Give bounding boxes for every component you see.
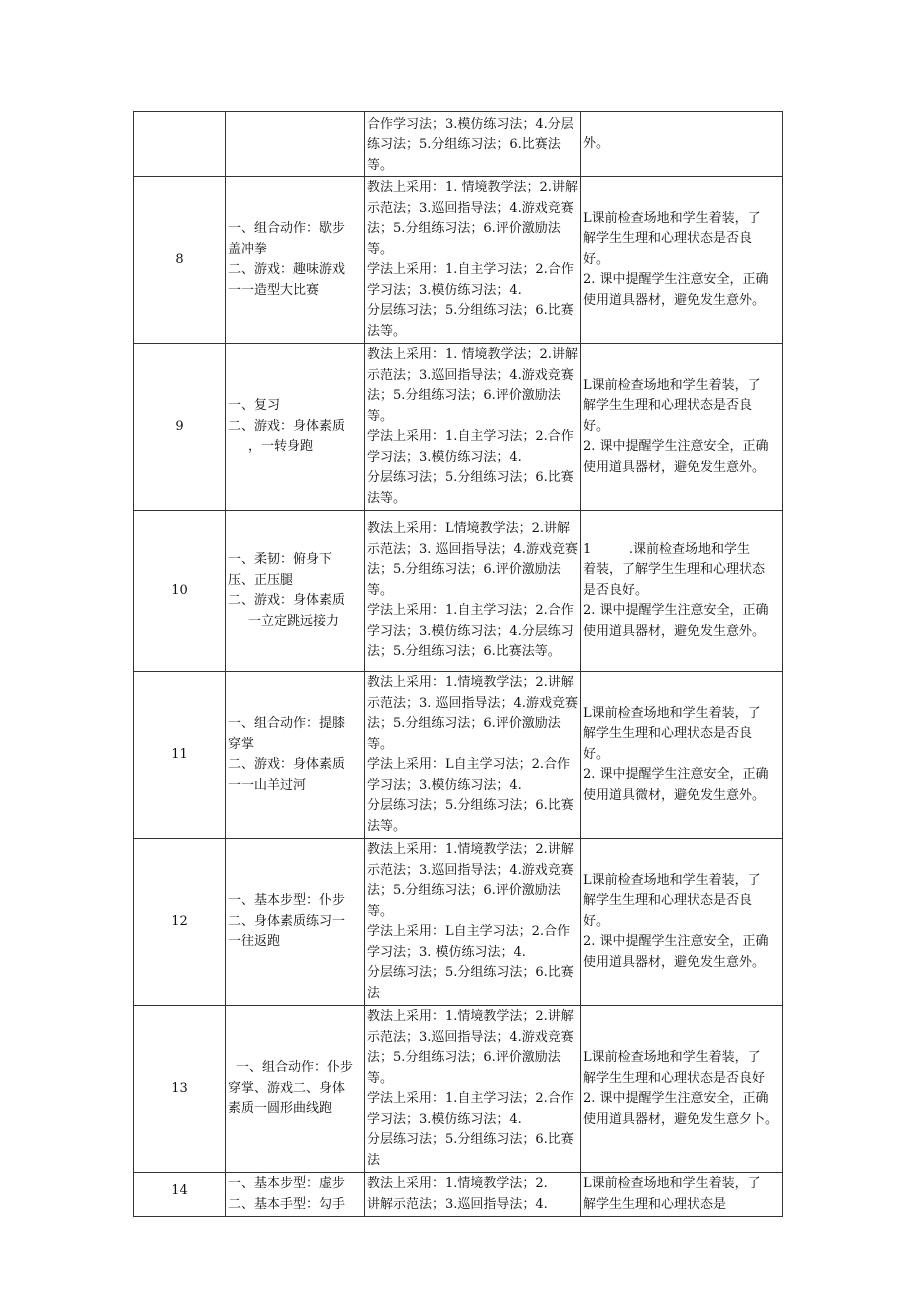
- content-line: 二、游戏：身体素质: [228, 757, 346, 772]
- lesson-number: 11: [134, 672, 226, 839]
- safety-note-cell: [581, 511, 783, 672]
- method-line: 教法上采用：1.情境教学法；2.讲解: [367, 675, 574, 690]
- table-row: [134, 672, 783, 839]
- method-line: 法；5.分组练习法；6.比赛法等。: [367, 644, 561, 660]
- method-line: 教法上采用：1. 情境教学法；2.讲解: [367, 347, 578, 362]
- safety-note-cell: [581, 839, 783, 1006]
- teaching-method-cell: [365, 344, 581, 511]
- safety-line: 使用道具器材，避免发生意外。: [583, 459, 766, 475]
- safety-note-cell: [581, 344, 783, 511]
- content-line: 二、游戏：身体素质: [228, 418, 346, 434]
- safety-line: 2. 课中提醒学生注意安全，正确: [583, 1091, 769, 1106]
- safety-note-cell: [581, 672, 783, 839]
- content-line: 穿掌: [228, 736, 255, 752]
- content-line: 素质一圆形曲线跑: [228, 1101, 333, 1117]
- teaching-method-cell: [365, 839, 581, 1006]
- lesson-content-cell: [226, 672, 365, 839]
- safety-note-cell: [581, 1173, 783, 1217]
- method-line: 教法上采用：1.情境教学法；2.讲解: [367, 1009, 574, 1024]
- teaching-method-cell: [365, 672, 581, 839]
- safety-line: 好。: [583, 913, 610, 929]
- content-line: ，一转身跑: [248, 439, 314, 455]
- safety-line: 2. 课中提醒学生注意安全，正确: [583, 934, 769, 950]
- method-line: 学法上采用：1.自主学习法；2.合作: [367, 1091, 574, 1106]
- method-line: 分层练习法；5.分组练习法；6.比赛: [367, 965, 574, 980]
- method-line: 学习法；3. 模仿练习法；4.: [367, 944, 526, 960]
- safety-line: 解学生生理和心理状态是否良: [583, 231, 753, 247]
- lesson-number-cell: [134, 112, 226, 177]
- safety-line: 好。: [583, 418, 610, 434]
- method-line: 练习法；5.分组练习法；6.比赛法等。: [367, 137, 561, 173]
- content-line: 二、基本手型：勾手: [228, 1196, 346, 1212]
- method-line: 法等。: [367, 323, 407, 339]
- method-line: 学法上采用：L自主学习法；2.合作: [367, 924, 571, 939]
- lesson-content-cell: [226, 839, 365, 1006]
- method-line: 分层练习法；5.分组练习法；6.比赛: [367, 303, 574, 318]
- table-row: [134, 177, 783, 344]
- method-line: 示范法；3. 巡回指导法；4.游戏竞赛: [367, 695, 578, 711]
- safety-line: 着装，了解学生生理和心理状态: [583, 562, 766, 578]
- lesson-content-cell: [226, 112, 365, 177]
- content-line: 一、基本步型：虚步: [228, 1176, 346, 1191]
- content-line: 二、游戏：趣味游戏: [228, 262, 346, 277]
- safety-first-line: [583, 540, 780, 561]
- lesson-content-cell: [226, 344, 365, 511]
- safety-line: 好。: [583, 251, 610, 267]
- content-line: 一一造型大比赛: [228, 282, 320, 298]
- table-row: [134, 344, 783, 511]
- method-line: 法；5.分组练习法；6.评价激励法等。: [367, 388, 561, 424]
- table-row: [134, 511, 783, 672]
- safety-line: 使用道具微材，避免发生意外。: [583, 787, 766, 803]
- safety-text: .课前检查场地和学生: [628, 541, 750, 557]
- safety-line: 2. 课中提醒学生注意安全，正确: [583, 439, 769, 455]
- safety-line: L课前检查场地和学生着装，了: [583, 210, 761, 226]
- safety-line: 解学生生理和心理状态是否良: [583, 893, 753, 909]
- method-line: 教法上采用：L情境教学法；2.讲解: [367, 521, 571, 537]
- method-line: 示范法；3.巡回指导法；4.游戏竞赛: [367, 367, 574, 383]
- safety-line: L课前检查场地和学生着装，了: [583, 705, 761, 721]
- safety-line: 2. 课中提醒学生注意安全，正确: [583, 272, 769, 288]
- lesson-number: 9: [134, 344, 226, 511]
- method-line: 学习法；3.模仿练习法；4.: [367, 777, 522, 793]
- teaching-method-cell: [365, 1173, 581, 1217]
- safety-note-cell: [581, 1006, 783, 1173]
- method-line: 分层练习法；5.分组练习法；6.比赛: [367, 798, 574, 813]
- table-row: [134, 1173, 783, 1217]
- table-row: [134, 839, 783, 1006]
- safety-note-cell: [581, 112, 783, 177]
- safety-line: 解学生生理和心理状态是否良好: [583, 1070, 766, 1086]
- method-line: 法等。: [367, 490, 407, 506]
- safety-line: 解学生生理和心理状态是否良: [583, 726, 753, 742]
- method-line: 分层练习法；5.分组练习法；6.比赛: [367, 470, 574, 485]
- teaching-method-cell: [365, 511, 581, 672]
- safety-line: 2. 课中提醒学生注意安全，正确: [583, 767, 769, 783]
- content-line: 一立定跳远接力: [248, 613, 340, 629]
- safety-line: 使用道具器材，避免发生意外。: [583, 954, 766, 970]
- content-line: 一、组合动作：提膝: [228, 716, 346, 731]
- safety-line: L课前检查场地和学生着装，了: [583, 1176, 761, 1191]
- lesson-plan-table: [133, 111, 783, 1217]
- safety-line: 解学生生理和心理状态是: [583, 1196, 727, 1212]
- method-line: 学法上采用：1.自主学习法；2.合作: [367, 262, 574, 277]
- content-line: 盖冲拳: [228, 241, 268, 257]
- content-line: 穿掌、游戏二、身体: [228, 1080, 346, 1096]
- method-line: 示范法；3.巡回指导法；4.游戏竞赛: [367, 200, 574, 216]
- method-line: 法: [367, 985, 381, 1001]
- content-line: 二、游戏：身体素质: [228, 593, 346, 608]
- teaching-method-cell: [365, 1006, 581, 1173]
- table-row-continued: [134, 112, 783, 177]
- method-line: 法；5.分组练习法；6.评价激励法等。: [367, 221, 561, 257]
- safety-line: 解学生生理和心理状态是否良: [583, 398, 753, 414]
- content-line: 一、组合动作：歇步: [228, 221, 346, 236]
- lesson-number: 14: [134, 1173, 226, 1217]
- method-line: 法；5.分组练习法；6.评价激励法等。: [367, 883, 561, 919]
- method-line: 分层练习法；5.分组练习法；6.比赛: [367, 1132, 574, 1147]
- method-line: 示范法；3.巡回指导法；4.游戏竞赛: [367, 1029, 574, 1045]
- content-line: 一一山羊过河: [228, 777, 307, 793]
- content-line: 二、身体素质练习一: [228, 913, 346, 929]
- content-line: 一、柔韧：俯身下: [228, 552, 333, 567]
- method-line: 学习法；3.模仿练习法；4.: [367, 1111, 522, 1127]
- safety-note-cell: [581, 177, 783, 344]
- safety-line: 使用道具器材，避免发生意夕卜。: [583, 1111, 779, 1127]
- method-line: 法；5.分组练习法；6.评价激励法等。: [367, 562, 561, 598]
- safety-index: 1: [583, 541, 592, 557]
- method-line: 学习法；3.模仿练习法；4.: [367, 449, 522, 465]
- content-line: 一往返跑: [228, 934, 281, 950]
- content-line: 一、组合动作：仆步: [236, 1060, 354, 1076]
- safety-line: L课前检查场地和学生着装，了: [583, 1050, 761, 1065]
- safety-line: 2. 课中提醒学生注意安全，正确: [583, 603, 769, 619]
- lesson-number: 12: [134, 839, 226, 1006]
- method-line: 合作学习法；3.模仿练习法；4.分层: [367, 116, 574, 132]
- method-line: 法等。: [367, 818, 407, 834]
- method-line: 教法上采用：1.情境教学法；2.讲解: [367, 842, 574, 857]
- method-line: 学法上采用：1.自主学习法；2.合作: [367, 603, 574, 619]
- content-line: 一、复习: [228, 398, 281, 414]
- lesson-number: 13: [134, 1006, 226, 1173]
- safety-line: 使用道具器材，避免发生意外。: [583, 292, 766, 308]
- teaching-method-cell: [365, 177, 581, 344]
- lesson-content-cell: [226, 1006, 365, 1173]
- teaching-method-cell: [365, 112, 581, 177]
- method-line: 学习法；3.模仿练习法；4.: [367, 282, 522, 298]
- method-line: 法；5.分组练习法；6.评价激励法等。: [367, 1050, 561, 1086]
- method-line: 法；5.分组练习法；6.评价激励法等。: [367, 716, 561, 752]
- method-line: 学习法；3.模仿练习法；4.分层练习: [367, 623, 574, 639]
- method-line: 示范法；3.巡回指导法；4.游戏竞赛: [367, 862, 574, 878]
- safety-line: 是否良好。: [583, 582, 649, 598]
- method-line: 学法上采用：1.自主学习法；2.合作: [367, 429, 574, 444]
- lesson-content-cell: [226, 1173, 365, 1217]
- lesson-number: 8: [134, 177, 226, 344]
- method-line: 教法上采用：1.情境教学法；2.: [367, 1176, 548, 1191]
- method-line: 示范法；3. 巡回指导法；4.游戏竞赛: [367, 541, 578, 557]
- safety-line: L课前检查场地和学生着装，了: [583, 377, 761, 393]
- lesson-content-cell: [226, 511, 365, 672]
- safety-line: L课前检查场地和学生着装，了: [583, 872, 761, 888]
- method-line: 学法上采用：L自主学习法；2.合作: [367, 757, 571, 772]
- method-line: 法: [367, 1152, 381, 1168]
- content-line: 压、正压腿: [228, 572, 294, 588]
- table-row: [134, 1006, 783, 1173]
- method-line: 教法上采用：1. 情境教学法；2.讲解: [367, 180, 578, 195]
- safety-line: 使用道具器材，避免发生意外。: [583, 623, 766, 639]
- method-line: 讲解示范法；3.巡回指导法；4.: [367, 1196, 548, 1212]
- lesson-number: 10: [134, 511, 226, 672]
- safety-line: 好。: [583, 746, 610, 762]
- content-line: 一、基本步型：仆步: [228, 893, 346, 909]
- lesson-content-cell: [226, 177, 365, 344]
- safety-line: 外。: [583, 135, 610, 151]
